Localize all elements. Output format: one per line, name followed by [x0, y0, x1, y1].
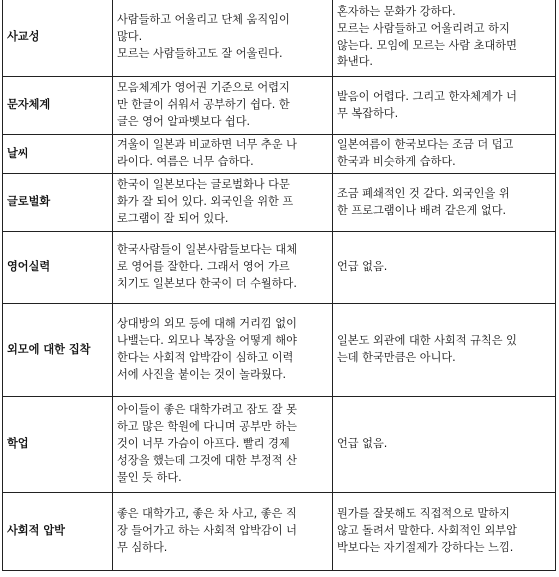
table-row [3, 493, 556, 571]
text-line: 박보다는 자기절제가 강하다는 느낌. [337, 540, 514, 554]
japan-cell [333, 232, 556, 304]
text-line: 무 심하다. [117, 540, 168, 554]
category-label: 학업 [7, 437, 29, 451]
korea-cell [113, 397, 333, 493]
japan-cell [333, 135, 556, 174]
text-line: 일본여름이 한국보다는 조금 더 덥고 [337, 138, 514, 152]
text-line: 일본도 외관에 대한 사회적 규칙은 있 [337, 334, 517, 348]
text-line: 로그램이 잘 되어 있다. [117, 211, 229, 225]
category-cell [3, 77, 113, 135]
text-line: 화낸다. [337, 55, 373, 69]
category-cell [3, 174, 113, 232]
korea-cell [113, 174, 333, 232]
text-line: 성장을 했는데 그것에 대한 부정적 산 [117, 453, 297, 467]
text-line: 라이다. 여름은 너무 습하다. [117, 155, 254, 168]
text-line: 뭔가를 잘못해도 직접적으로 말하지 [337, 507, 510, 521]
japan-cell [333, 0, 556, 77]
text-line: 한국이 일본보다는 글로벌화나 다문 [117, 178, 290, 192]
table-row [3, 397, 556, 493]
category-cell [3, 397, 113, 493]
text-line: 서에 사진을 붙이는 것이 놀라웠다. [117, 367, 287, 381]
text-line: 는데 한국만큼은 아니다. [337, 351, 456, 364]
text-line: 상대방의 외모 등에 대해 거리낌 없이 [117, 317, 297, 331]
japan-cell [333, 174, 556, 232]
text-line: 한다는 사회적 압박감이 심하고 이력 [117, 351, 294, 364]
category-label: 글로벌화 [7, 195, 51, 209]
category-cell [3, 493, 113, 571]
korea-cell [113, 232, 333, 304]
japan-cell [333, 397, 556, 493]
comparison-table [2, 0, 556, 571]
text-line: 좋은 대학가고, 좋은 차 사고, 좋은 직 [117, 507, 297, 521]
category-cell [3, 135, 113, 174]
text-line: 장 들어가고 하는 사회적 압박감이 너 [117, 524, 297, 538]
text-line: 한국과 비슷하게 습하다. [337, 155, 456, 168]
text-line: 글은 영어 알파벳보다 쉽다. [117, 114, 251, 128]
category-label: 사교성 [7, 30, 40, 44]
text-line: 언급 없음. [337, 260, 388, 274]
category-label: 외모에 대한 집착 [7, 342, 91, 356]
text-line: 발음이 어렵다. 그리고 한자체계가 너 [337, 89, 517, 103]
text-line: 무 복잡하다. [337, 106, 399, 120]
text-line: 조금 폐쇄적인 것 같다. 외국인을 위 [337, 186, 510, 200]
text-line: 로 영어를 잘한다. 그래서 영어 가르 [117, 260, 290, 274]
text-line: 화가 잘 되어 있다. 외국인을 위한 프 [117, 195, 294, 209]
korea-cell [113, 135, 333, 174]
category-label: 날씨 [7, 146, 29, 160]
japan-cell [333, 493, 556, 571]
text-line: 않고 돌려서 말한다. 사회적인 외부압 [337, 524, 517, 538]
japan-cell [333, 77, 556, 135]
category-label: 문자체계 [7, 98, 51, 112]
text-line: 나밸는다. 외모나 복장을 어떻게 해야 [117, 334, 297, 348]
table-row [3, 0, 556, 77]
category-label: 영어실력 [7, 260, 51, 274]
text-line: 것이 너무 가슴이 아프다. 빨리 경제 [117, 437, 290, 451]
text-line: 언급 없음. [337, 437, 388, 451]
table-row [3, 232, 556, 304]
table-row [3, 135, 556, 174]
text-line: 한 프로그램이나 배려 같은게 없다. [337, 203, 507, 217]
table-row [3, 77, 556, 135]
text-line: 겨울이 일본과 비교하면 너무 추운 나 [117, 138, 297, 152]
korea-cell [113, 493, 333, 571]
korea-cell [113, 0, 333, 77]
category-cell [3, 0, 113, 77]
text-line: 모음체계가 영어권 기준으로 어렵지 [117, 81, 290, 95]
category-cell [3, 232, 113, 304]
text-line: 한국사람들이 일본사람들보다는 대체 [117, 243, 298, 257]
comparison-table-body [3, 0, 556, 571]
text-line: 모르는 사람들하고 어울리려고 하지 [337, 21, 510, 35]
table-row [3, 304, 556, 397]
text-line: 치기도 일본보다 한국이 더 수월하다. [117, 276, 297, 290]
table-row [3, 174, 556, 232]
text-line: 모르는 사람들하고도 잘 어울린다. [117, 46, 283, 60]
text-line: 만 한글이 쉬워서 공부하기 쉽다. 한 [117, 98, 290, 112]
text-line: 사람들하고 어울리고 단체 움직임이 [117, 13, 290, 27]
text-line: 아이들이 좋은 대학가려고 잠도 잘 못 [117, 403, 297, 417]
text-line: 물인 듯 하다. [117, 470, 182, 484]
category-cell [3, 304, 113, 397]
category-label: 사회적 압박 [7, 524, 65, 538]
japan-cell [333, 304, 556, 397]
text-line: 혼자하는 문화가 강하다. [337, 4, 456, 18]
korea-cell [113, 304, 333, 397]
text-line: 많다. [117, 30, 143, 44]
korea-cell [113, 77, 333, 135]
text-line: 하고 많은 학원에 다니며 공부만 하는 [117, 420, 297, 434]
text-line: 않는다. 모임에 모르는 사람 초대하면 [337, 38, 517, 52]
